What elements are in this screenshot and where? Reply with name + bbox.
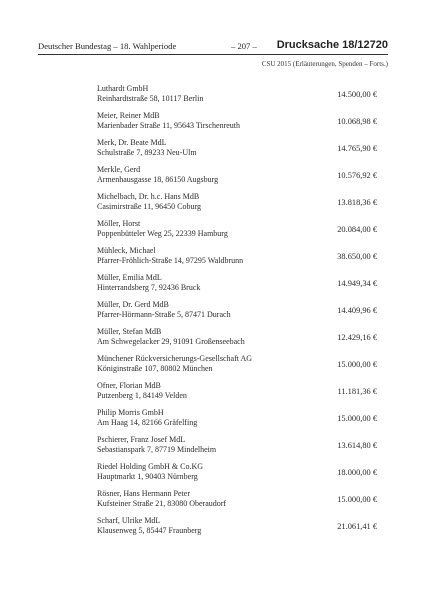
donation-amount: 15.000,00 € bbox=[337, 360, 377, 369]
donation-entry bbox=[97, 408, 377, 434]
donation-amount: 15.000,00 € bbox=[337, 414, 377, 423]
donation-amount: 14.765,90 € bbox=[337, 144, 377, 153]
donor-name: Meier, Reiner MdB bbox=[97, 111, 160, 120]
donor-name: Scharf, Ulrike MdL bbox=[97, 516, 161, 525]
donation-amount: 12.429,16 € bbox=[337, 333, 377, 342]
donor-address: Klausenweg 5, 85447 Fraunberg bbox=[97, 526, 202, 535]
donor-address: Schulstraße 7, 89233 Neu-Ulm bbox=[97, 148, 197, 157]
donation-entry bbox=[97, 192, 377, 218]
donation-entry bbox=[97, 219, 377, 245]
donation-amount: 10.576,92 € bbox=[337, 171, 377, 180]
donation-entry bbox=[97, 462, 377, 488]
donor-name: Rösner, Hans Hermann Peter bbox=[97, 489, 190, 498]
donor-address: Putzenberg 1, 84149 Velden bbox=[97, 391, 187, 400]
donation-amount: 14.500,00 € bbox=[337, 90, 377, 99]
donation-entry bbox=[97, 111, 377, 137]
donor-address: Hauptmarkt 1, 90403 Nürnberg bbox=[97, 472, 198, 481]
donor-name: Riedel Holding GmbH & Co.KG bbox=[97, 462, 203, 471]
donation-amount: 14.949,34 € bbox=[337, 279, 377, 288]
donor-name: Müller, Emilia MdL bbox=[97, 273, 162, 282]
donation-amount: 21.061,41 € bbox=[337, 522, 377, 531]
header-document-number: Drucksache 18/12720 bbox=[276, 39, 388, 51]
donation-amount: 13.818,36 € bbox=[337, 198, 377, 207]
donor-name: Luthardt GmbH bbox=[97, 84, 149, 93]
donor-name: Müller, Stefan MdB bbox=[97, 327, 162, 336]
donation-entry bbox=[97, 327, 377, 353]
donor-name: Mühleck, Michael bbox=[97, 246, 156, 255]
donation-entry bbox=[97, 246, 377, 272]
donor-name: Philip Morris GmbH bbox=[97, 408, 164, 417]
donor-name: Merkle, Gerd bbox=[97, 165, 141, 174]
donor-address: Am Schwegelacker 29, 91091 Großenseebach bbox=[97, 337, 245, 346]
donation-amount: 15.000,00 € bbox=[337, 495, 377, 504]
donor-name: Ofner, Florian MdB bbox=[97, 381, 161, 390]
donation-entry bbox=[97, 354, 377, 380]
donation-entry bbox=[97, 516, 377, 542]
donor-name: Möller, Horst bbox=[97, 219, 141, 228]
donor-address: Pfarrer-Fröhlich-Straße 14, 97295 Waldbrunn bbox=[97, 256, 244, 265]
donation-entry bbox=[97, 489, 377, 515]
header-page-number: – 207 – bbox=[231, 41, 257, 51]
donor-address: Königinstraße 107, 80802 München bbox=[97, 364, 213, 373]
donation-entry bbox=[97, 84, 377, 110]
donation-entry bbox=[97, 273, 377, 299]
donor-address: Armenhausgasse 18, 86150 Augsburg bbox=[97, 175, 219, 184]
donor-name: Münchener Rückversicherungs-Gesellschaft AG bbox=[97, 354, 253, 363]
donor-address: Marienbader Straße 11, 95643 Tirschenreuth bbox=[97, 121, 241, 130]
donor-address: Poppenbütteler Weg 25, 22339 Hamburg bbox=[97, 229, 228, 238]
donation-entry bbox=[97, 381, 377, 407]
section-subheader: CSU 2015 (Erläuterungen, Spenden – Forts.) bbox=[261, 60, 388, 68]
donation-amount: 14.409,96 € bbox=[337, 306, 377, 315]
donor-address: Hinterrandsberg 7, 92436 Bruck bbox=[97, 283, 201, 292]
donation-entry bbox=[97, 300, 377, 326]
donation-amount: 20.084,00 € bbox=[337, 225, 377, 234]
donor-address: Sebastianspark 7, 87719 Mindelheim bbox=[97, 445, 217, 454]
donor-name: Pschierer, Franz Josef MdL bbox=[97, 435, 186, 444]
donor-name: Merk, Dr. Beate MdL bbox=[97, 138, 167, 147]
donor-name: Michelbach, Dr. h.c. Hans MdB bbox=[97, 192, 200, 201]
donation-entry bbox=[97, 138, 377, 164]
donor-address: Kufsteiner Straße 21, 83080 Oberaudorf bbox=[97, 499, 227, 508]
donation-amount: 10.068,98 € bbox=[337, 117, 377, 126]
donor-address: Casimirstraße 11, 96450 Coburg bbox=[97, 202, 201, 211]
header-publication: Deutscher Bundestag – 18. Wahlperiode bbox=[38, 41, 177, 51]
donation-amount: 11.181,36 € bbox=[337, 387, 377, 396]
donor-address: Reinhardtstraße 58, 10117 Berlin bbox=[97, 94, 204, 103]
donor-name: Müller, Dr. Gerd MdB bbox=[97, 300, 169, 309]
donation-entry bbox=[97, 435, 377, 461]
donation-amount: 38.650,00 € bbox=[337, 252, 377, 261]
donor-address: Am Haag 14, 82166 Gräfelfing bbox=[97, 418, 198, 427]
donation-amount: 13.614,80 € bbox=[337, 441, 377, 450]
donation-entry bbox=[97, 165, 377, 191]
donor-address: Pfarrer-Hörmann-Straße 5, 87471 Durach bbox=[97, 310, 231, 319]
donation-amount: 18.000,00 € bbox=[337, 468, 377, 477]
